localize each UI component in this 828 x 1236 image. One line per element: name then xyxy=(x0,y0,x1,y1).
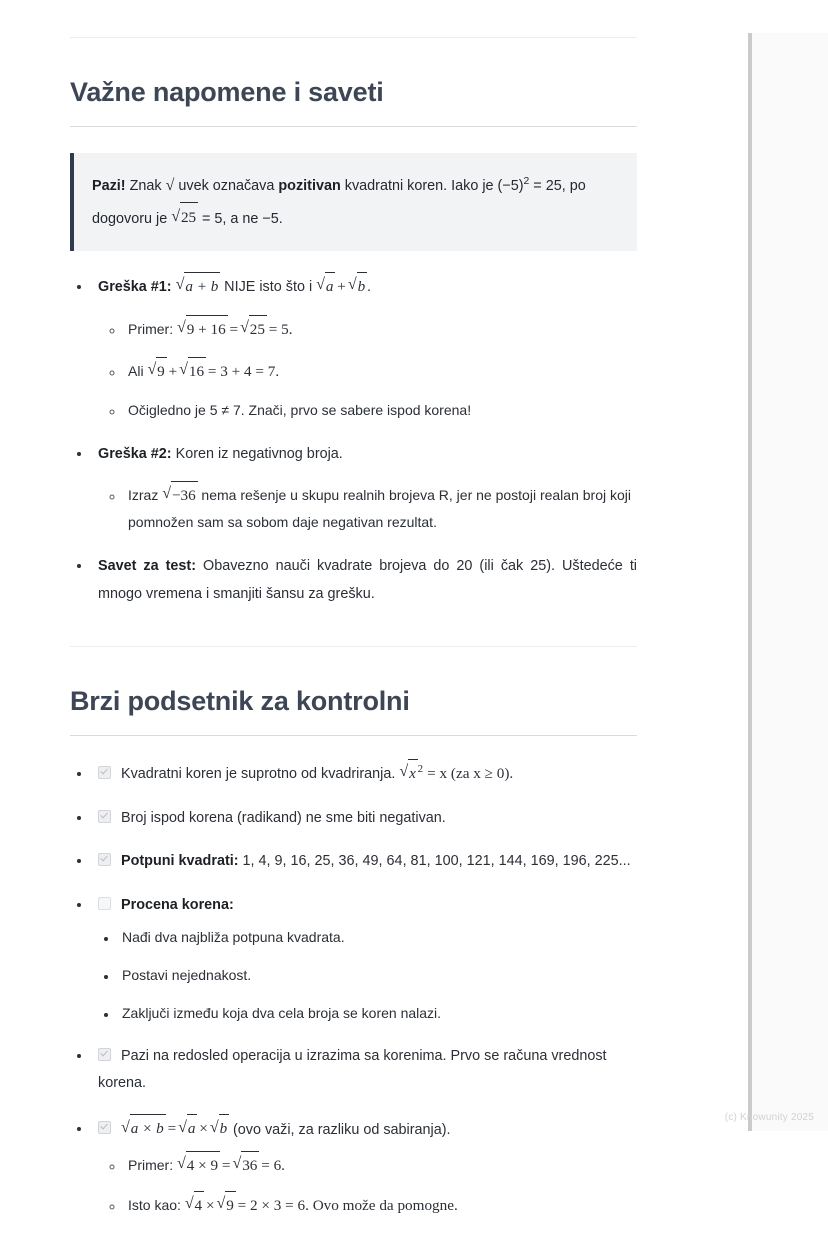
checkbox-checked-icon[interactable] xyxy=(98,766,111,779)
list-item-step: • Nađi dva najbliža potpuna kvadrata. xyxy=(118,925,637,951)
list-item-checklist xyxy=(92,758,637,789)
section-divider xyxy=(70,646,637,647)
explanation-prefix: Izraz xyxy=(128,487,159,504)
list-item-explanation xyxy=(124,480,637,536)
warning-callout xyxy=(70,153,637,251)
checklist-bold-label: Procena korena: xyxy=(121,896,234,913)
estimation-steps xyxy=(98,925,637,1027)
list-item-step: • Postavi nejednakost. xyxy=(118,963,637,989)
list-item-checklist xyxy=(92,1114,637,1221)
mistake-1-mid: NIJE isto što i xyxy=(224,279,313,296)
mistake-1-label: Greška #1: xyxy=(98,279,172,296)
example-math: √ 9 + 16 = √ 25 = 5. xyxy=(177,321,295,338)
list-item-checklist xyxy=(92,848,637,875)
test-tip-label: Savet za test: xyxy=(98,558,196,575)
callout-emphasis: pozitivan xyxy=(278,178,341,195)
explanation-math: √ −36 xyxy=(162,487,197,504)
checklist-bold-label: Potpuni kvadrati: xyxy=(121,853,239,870)
quick-reminder-checklist xyxy=(70,758,637,1220)
callout-sqrt-25: √ 25 xyxy=(171,209,198,226)
mistake-2-mid: Koren iz negativnog broja. xyxy=(175,445,343,462)
mistake-1-end: . xyxy=(366,279,371,296)
checkbox-checked-icon[interactable] xyxy=(98,810,111,823)
list-item-example: ◦ Očigledno je 5 ≠ 7. Znači, prvo se sabere ispod korena! xyxy=(124,398,637,424)
checklist-text: Pazi na redosled operacija u izrazima sa korenima. Prvo se računa vrednost korena. xyxy=(98,1047,607,1092)
example-prefix: Primer: xyxy=(128,1157,174,1174)
checklist-math-sqrt-x-squared: √ x $^2$ xyxy=(399,765,423,782)
explanation-text: nema rešenje u skupu realnih brojeva R, jer ne postoji realan broj koji pomnožen sam sa sobom daje negativan rezultat. xyxy=(128,487,631,531)
checkbox-checked-icon[interactable] xyxy=(98,853,111,866)
callout-text-3: kvadratni koren. Iako je (−5) xyxy=(344,178,524,195)
list-item-example xyxy=(124,1190,637,1220)
scrollbar-track[interactable] xyxy=(748,33,828,1131)
callout-text-5: = 5, a ne −5. xyxy=(201,210,283,227)
checklist-text: Kvadratni koren je suprotno od kvadriranja. xyxy=(121,766,396,783)
document-content xyxy=(70,0,637,1236)
callout-text-2: uvek označava xyxy=(178,178,275,195)
callout-text-1: Znak xyxy=(129,178,162,195)
example-math: √ 4 × 9 = √ 36 = 6. xyxy=(177,1157,287,1174)
callout-exponent: 2 xyxy=(523,176,530,188)
top-divider xyxy=(70,37,637,38)
list-item-test-tip xyxy=(92,553,637,608)
checkbox-checked-icon[interactable] xyxy=(98,1048,111,1061)
example-prefix: Primer: xyxy=(128,320,174,337)
list-item-mistake-1 xyxy=(92,271,637,424)
list-item-example xyxy=(124,356,637,386)
callout-text-4: = 25, po dogovoru je xyxy=(92,178,586,227)
callout-lead: Pazi! xyxy=(92,178,126,195)
section-title-important-notes: Važne napomene i saveti xyxy=(70,77,384,107)
section-title-quick-reminder: Brzi podsetnik za kontrolni xyxy=(70,685,410,716)
list-item-checklist xyxy=(92,1043,637,1098)
mistake-2-explanation xyxy=(98,480,637,536)
sqrt-symbol-icon: √ xyxy=(165,177,175,195)
mistake-1-examples xyxy=(98,314,637,424)
mistake-1-math-right: √ a + √ b xyxy=(316,278,367,295)
scrollbar-thumb[interactable] xyxy=(748,33,752,1131)
section-title-underline xyxy=(70,126,637,127)
list-item-step: • Zaključi između koja dva cela broja se koren nalazi. xyxy=(118,1001,637,1027)
list-item-checklist xyxy=(92,892,637,1027)
mistakes-list xyxy=(70,271,637,608)
checklist-math-product-rule: √ a × b = √ a × √ b xyxy=(121,1120,229,1137)
example-math: √ 4 × √ 9 = 2 × 3 = 6. Ovo može da pomogne. xyxy=(185,1197,460,1214)
list-item-example xyxy=(124,314,637,344)
list-item-mistake-2 xyxy=(92,441,637,536)
checklist-text: Broj ispod korena (radikand) ne sme biti negativan. xyxy=(121,810,446,827)
checkbox-checked-icon[interactable] xyxy=(98,1121,111,1134)
checklist-perfect-squares: 1, 4, 9, 16, 25, 36, 49, 64, 81, 100, 121, 144, 169, 196, 225... xyxy=(242,853,631,870)
product-rule-examples xyxy=(98,1150,637,1220)
product-rule-note: (ovo važi, za razliku od sabiranja). xyxy=(232,1121,451,1138)
mistake-2-label: Greška #2: xyxy=(98,445,172,462)
test-tip-text: Obavezno nauči kvadrate brojeva do 20 (ili čak 25). Uštedeće ti mnogo vremena i smanjiti šansu za grešku. xyxy=(98,558,638,602)
copyright-watermark: (c) Knowunity 2025 xyxy=(724,1112,814,1123)
example-math: √ 9 + √ 16 = 3 + 4 = 7. xyxy=(147,363,281,380)
list-item-example xyxy=(124,1150,637,1180)
callout-text xyxy=(92,170,617,233)
checklist-math-condition: = x (za x ≥ 0). xyxy=(427,765,514,783)
list-item-checklist xyxy=(92,805,637,832)
example-prefix: Isto kao: xyxy=(128,1197,181,1214)
example-prefix: Ali xyxy=(128,362,144,379)
checkbox-unchecked-icon[interactable] xyxy=(98,897,111,910)
section-title-underline-2 xyxy=(70,735,637,736)
mistake-1-math-left: √ a + b xyxy=(176,278,221,295)
